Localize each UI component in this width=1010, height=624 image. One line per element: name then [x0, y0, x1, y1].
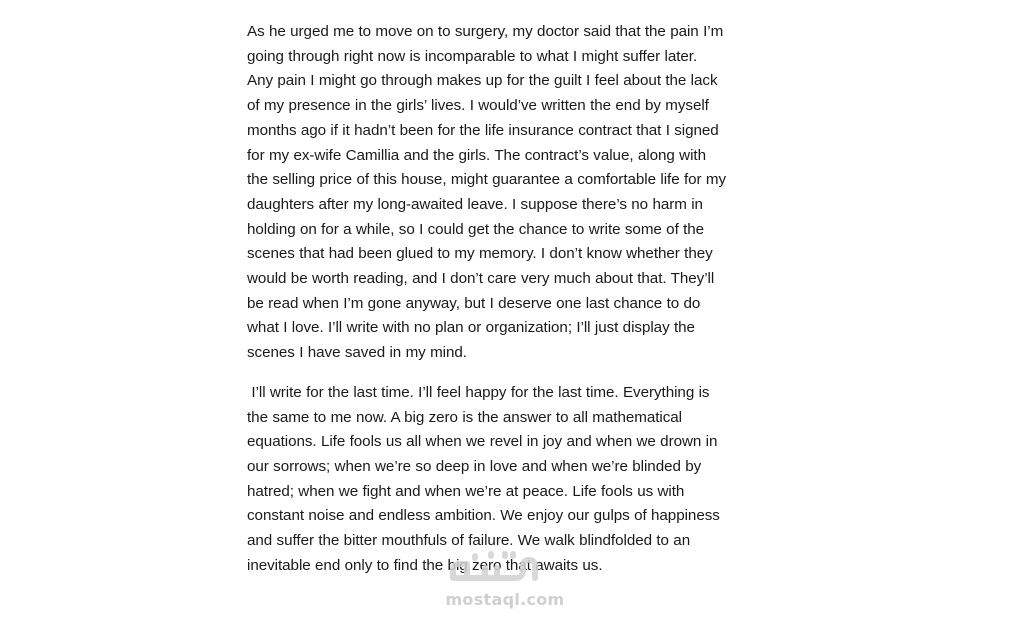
- text-line: going through right now is incomparable to what I might suffer later.: [247, 47, 698, 65]
- text-line: scenes I have saved in my mind.: [247, 344, 467, 362]
- paragraph-1: [247, 20, 777, 366]
- text-line: what I love. I’ll write with no plan or organization; I’ll just display the: [247, 319, 695, 337]
- text-line: for my ex-wife Camillia and the girls. The contract’s value, along with: [247, 146, 706, 164]
- text-line: holding on for a while, so I could get the chance to write some of the: [247, 220, 705, 238]
- text-line: the same to me now. A big zero is the answer to all mathematical: [247, 408, 682, 426]
- text-line: months ago if it hadn’t been for the life insurance contract that I signed: [247, 121, 719, 139]
- text-line: the selling price of this house, might guarantee a comfortable life for my: [247, 171, 727, 189]
- text-line: equations. Life fools us all when we revel in joy and when we drown in: [247, 433, 718, 451]
- text-line: hatred; when we fight and when we’re at peace. Life fools us with: [247, 482, 685, 500]
- text-line: and suffer the bitter mouthfuls of failure. We walk blindfolded to an: [247, 532, 691, 550]
- text-line: scenes that had been glued to my memory. I don’t know whether they: [247, 245, 713, 263]
- document-body: [247, 20, 777, 578]
- text-line: daughters after my long-awaited leave. I suppose there’s no harm in: [247, 195, 703, 213]
- text-line: Any pain I might go through makes up for the guilt I feel about the lack: [247, 72, 718, 90]
- text-line: be read when I’m gone anyway, but I deserve one last chance to do: [247, 294, 701, 312]
- watermark-text: mostaql.com: [445, 590, 565, 609]
- paragraph-2: [247, 381, 777, 579]
- text-line: I’ll write for the last time. I’ll feel happy for the last time. Everything is: [247, 383, 710, 401]
- text-line: constant noise and endless ambition. We enjoy our gulps of happiness: [247, 507, 720, 525]
- text-line: would be worth reading, and I don’t care very much about that. They’ll: [247, 270, 715, 288]
- text-line: our sorrows; when we’re so deep in love and when we’re blinded by: [247, 457, 702, 475]
- text-line: of my presence in the girls’ lives. I would’ve written the end by myself: [247, 97, 709, 115]
- text-line: inevitable end only to find the big zero that awaits us.: [247, 556, 603, 574]
- text-line: As he urged me to move on to surgery, my doctor said that the pain I’m: [247, 23, 724, 40]
